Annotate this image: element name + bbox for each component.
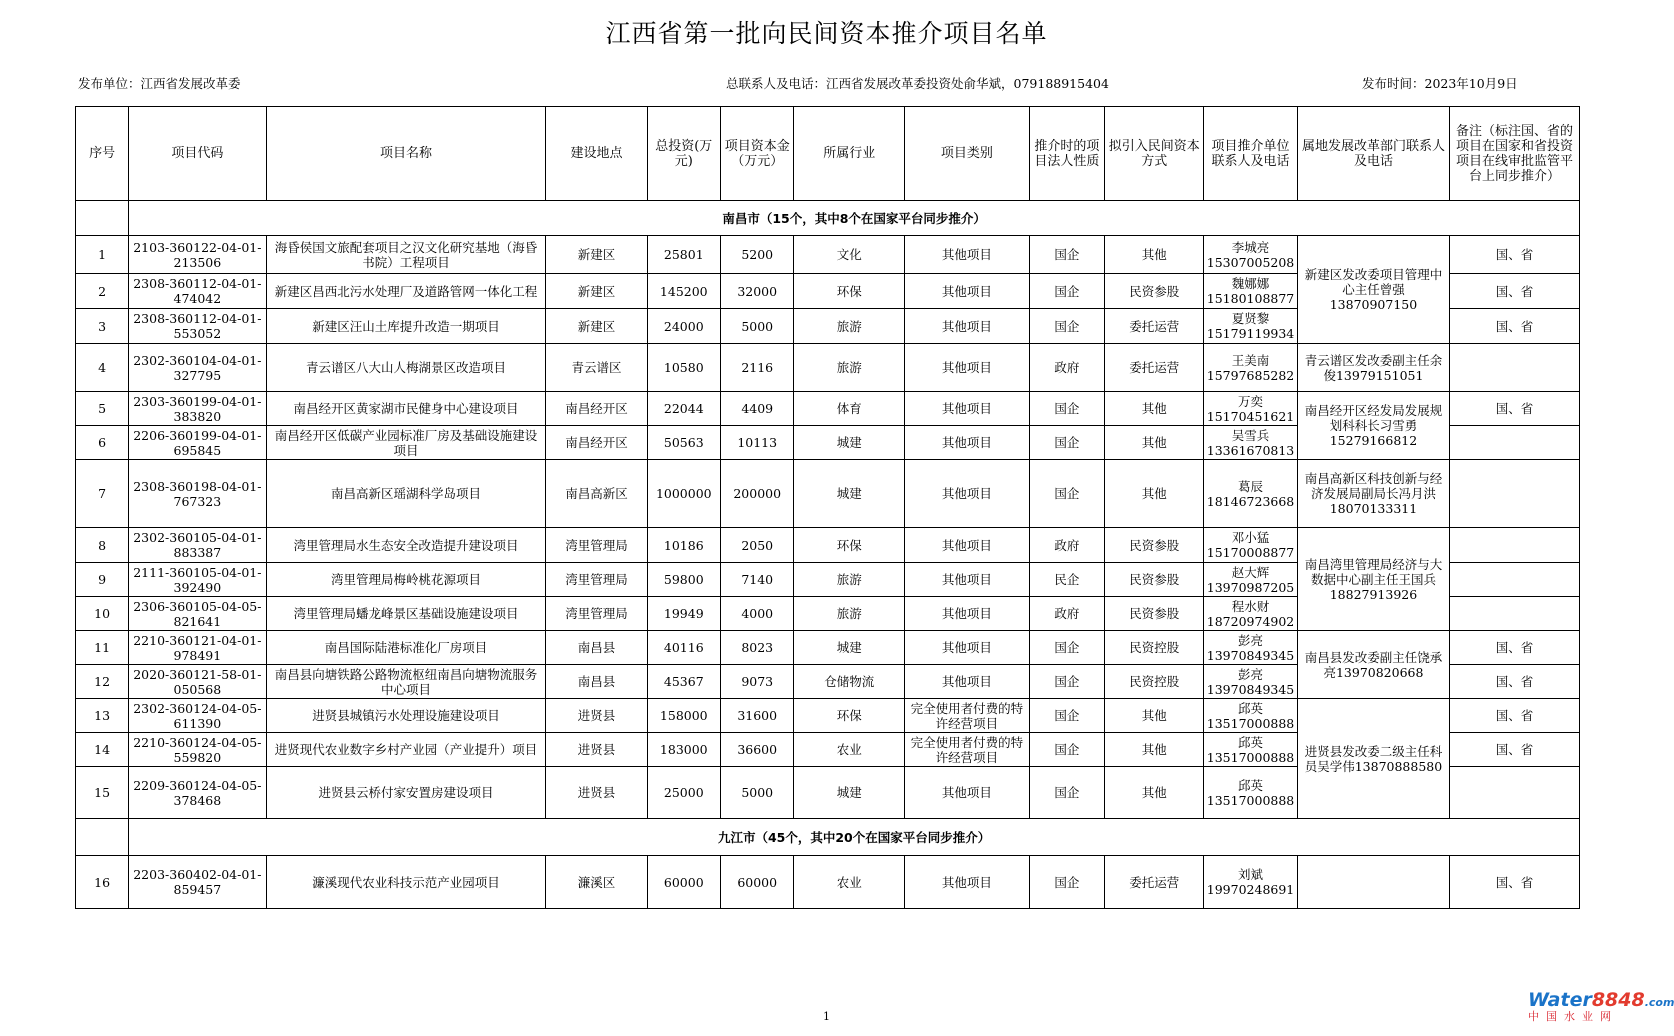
- cell-location: 进贤县: [546, 699, 647, 733]
- table-row: [76, 856, 1580, 909]
- contact-phone: 15170451621: [1206, 408, 1295, 424]
- cell-name: 青云谱区八大山人梅湖景区改造项目: [266, 344, 546, 392]
- header-capital: 项目资本金（万元）: [721, 107, 794, 201]
- cell-industry: 环保: [794, 699, 905, 733]
- cell-total: 24000: [647, 309, 720, 344]
- contact-name: 夏贤黎: [1231, 311, 1270, 326]
- cell-name: 南昌国际陆港标准化厂房项目: [266, 631, 546, 665]
- cell-nature: 国企: [1029, 733, 1105, 767]
- cell-total: 158000: [647, 699, 720, 733]
- contact-name: 万奕: [1238, 393, 1264, 409]
- cell-mode: 民资控股: [1105, 631, 1204, 665]
- cell-category: 其他项目: [905, 631, 1030, 665]
- cell-total: 50563: [647, 426, 720, 460]
- page-title: 江西省第一批向民间资本推介项目名单: [605, 19, 1048, 48]
- cell-name: 湾里管理局水生态安全改造提升建设项目: [266, 528, 546, 563]
- cell-location: 南昌高新区: [546, 460, 647, 528]
- cell-remark: 国、省: [1450, 856, 1580, 909]
- publish-date: 发布时间：2023年10月9日: [1362, 76, 1518, 91]
- cell-mode: 其他: [1105, 699, 1204, 733]
- cell-remark: 国、省: [1450, 665, 1580, 699]
- contact-name: 王美南: [1231, 352, 1270, 368]
- cell-dept-contact: 南昌高新区科技创新与经济发展局副局长冯月洪18070133311: [1297, 460, 1449, 528]
- cell-location: 新建区: [546, 309, 647, 344]
- cell-location: 湾里管理局: [546, 528, 647, 563]
- cell-mode: 其他: [1105, 733, 1204, 767]
- contact-phone: 13517000888: [1206, 792, 1295, 808]
- cell-seq: 11: [76, 631, 129, 665]
- cell-name: 濂溪现代农业科技示范产业园项目: [266, 856, 546, 909]
- cell-location: 濂溪区: [546, 856, 647, 909]
- cell-location: 新建区: [546, 236, 647, 274]
- watermark-brand-c: .com: [1644, 996, 1674, 1009]
- cell-name: 新建区昌西北污水处理厂及道路管网一体化工程: [266, 274, 546, 309]
- cell-category: 其他项目: [905, 344, 1030, 392]
- table-row: [76, 528, 1580, 563]
- cell-code: 2303-360199-04-01-383820: [129, 392, 266, 426]
- cell-capital: 4409: [721, 392, 794, 426]
- cell-name: 南昌经开区低碳产业园标准厂房及基础设施建设项目: [266, 426, 546, 460]
- cell-nature: 民企: [1029, 563, 1105, 597]
- contact-name: 彭亮: [1238, 666, 1264, 682]
- cell-industry: 城建: [794, 460, 905, 528]
- cell-code: 2308-360112-04-01-553052: [129, 309, 266, 344]
- cell-category: 其他项目: [905, 274, 1030, 309]
- contact-name: 程水财: [1231, 598, 1270, 614]
- cell-location: 湾里管理局: [546, 597, 647, 631]
- cell-name: 南昌经开区黄家湖市民健身中心建设项目: [266, 392, 546, 426]
- cell-total: 22044: [647, 392, 720, 426]
- cell-capital: 60000: [721, 856, 794, 909]
- cell-category: 其他项目: [905, 309, 1030, 344]
- cell-contact: [1204, 274, 1298, 309]
- cell-industry: 城建: [794, 631, 905, 665]
- cell-mode: 民资参股: [1105, 528, 1204, 563]
- table-row: [76, 460, 1580, 528]
- cell-industry: 旅游: [794, 597, 905, 631]
- header-name: 项目名称: [266, 107, 546, 201]
- cell-capital: 4000: [721, 597, 794, 631]
- cell-remark: 国、省: [1450, 236, 1580, 274]
- contact-name: 葛辰: [1238, 478, 1264, 494]
- cell-remark: [1450, 767, 1580, 819]
- cell-seq: 8: [76, 528, 129, 563]
- cell-industry: 环保: [794, 274, 905, 309]
- cell-dept-contact: 进贤县发改委二级主任科员吴学伟13870888580: [1297, 699, 1449, 819]
- cell-code: 2210-360121-04-01-978491: [129, 631, 266, 665]
- cell-name: 南昌高新区瑶湖科学岛项目: [266, 460, 546, 528]
- cell-dept-contact: 南昌县发改委副主任饶承亮13970820668: [1297, 631, 1449, 699]
- cell-industry: 农业: [794, 856, 905, 909]
- cell-remark: [1450, 460, 1580, 528]
- cell-remark: [1450, 426, 1580, 460]
- cell-nature: 国企: [1029, 856, 1105, 909]
- contact-phone: 13970849345: [1206, 681, 1295, 697]
- watermark-brand-b: 8848: [1591, 989, 1645, 1011]
- watermark-brand-a: Water: [1528, 989, 1592, 1011]
- cell-nature: 国企: [1029, 236, 1105, 274]
- cell-name: 新建区汪山土库提升改造一期项目: [266, 309, 546, 344]
- cell-capital: 200000: [721, 460, 794, 528]
- contact-phone: 19970248691: [1206, 882, 1295, 897]
- cell-dept-contact: [1297, 856, 1449, 909]
- cell-contact: [1204, 597, 1298, 631]
- cell-category: 完全使用者付费的特许经营项目: [905, 699, 1030, 733]
- cell-name: 湾里管理局蟠龙峰景区基础设施建设项目: [266, 597, 546, 631]
- cell-code: 2308-360112-04-01-474042: [129, 274, 266, 309]
- cell-capital: 2050: [721, 528, 794, 563]
- cell-mode: 民资控股: [1105, 665, 1204, 699]
- cell-total: 60000: [647, 856, 720, 909]
- cell-nature: 国企: [1029, 309, 1105, 344]
- cell-contact: [1204, 528, 1298, 563]
- watermark-sub: 中国水业网: [1528, 1010, 1618, 1023]
- cell-nature: 国企: [1029, 767, 1105, 819]
- cell-seq: 13: [76, 699, 129, 733]
- cell-nature: 国企: [1029, 665, 1105, 699]
- cell-category: 其他项目: [905, 460, 1030, 528]
- cell-contact: [1204, 236, 1298, 274]
- contact-name: 刘斌: [1238, 867, 1264, 882]
- contact-phone: 15797685282: [1206, 367, 1295, 383]
- cell-mode: 委托运营: [1105, 309, 1204, 344]
- cell-location: 进贤县: [546, 733, 647, 767]
- contact-name: 邱英: [1238, 700, 1264, 716]
- cell-total: 19949: [647, 597, 720, 631]
- table-row: [76, 631, 1580, 665]
- cell-mode: 其他: [1105, 426, 1204, 460]
- cell-seq: 10: [76, 597, 129, 631]
- cell-capital: 31600: [721, 699, 794, 733]
- cell-remark: 国、省: [1450, 392, 1580, 426]
- cell-code: 2209-360124-04-05-378468: [129, 767, 266, 819]
- watermark-logo: [1528, 989, 1674, 1024]
- contact-name: 邱英: [1238, 734, 1264, 750]
- cell-remark: 国、省: [1450, 274, 1580, 309]
- cell-total: 145200: [647, 274, 720, 309]
- header-remark: 备注（标注国、省的项目在国家和省投资项目在线审批监管平台上同步推介）: [1450, 107, 1580, 201]
- contact-phone: 13517000888: [1206, 715, 1295, 731]
- cell-remark: 国、省: [1450, 631, 1580, 665]
- publisher: 发布单位：江西省发展改革委: [78, 76, 241, 91]
- cell-mode: 委托运营: [1105, 856, 1204, 909]
- header-category: 项目类别: [905, 107, 1030, 201]
- cell-name: 进贤现代农业数字乡村产业园（产业提升）项目: [266, 733, 546, 767]
- cell-contact: [1204, 699, 1298, 733]
- contact-name: 赵大辉: [1231, 564, 1270, 580]
- cell-industry: 城建: [794, 426, 905, 460]
- cell-capital: 5200: [721, 236, 794, 274]
- cell-nature: 政府: [1029, 344, 1105, 392]
- cell-total: 183000: [647, 733, 720, 767]
- cell-category: 其他项目: [905, 528, 1030, 563]
- cell-mode: 其他: [1105, 392, 1204, 426]
- cell-name: 湾里管理局梅岭桃花源项目: [266, 563, 546, 597]
- section-title: 南昌市（15个，其中8个在国家平台同步推介）: [129, 201, 1580, 236]
- cell-location: 南昌县: [546, 665, 647, 699]
- contact-phone: 15170008877: [1206, 545, 1295, 560]
- cell-location: 南昌县: [546, 631, 647, 665]
- cell-industry: 城建: [794, 767, 905, 819]
- cell-nature: 国企: [1029, 426, 1105, 460]
- cell-remark: [1450, 563, 1580, 597]
- contact-phone: 15307005208: [1206, 254, 1295, 270]
- cell-capital: 7140: [721, 563, 794, 597]
- table-row: [76, 699, 1580, 733]
- cell-contact: [1204, 665, 1298, 699]
- cell-remark: [1450, 344, 1580, 392]
- cell-industry: 农业: [794, 733, 905, 767]
- cell-nature: 国企: [1029, 274, 1105, 309]
- contact-phone: 13970987205: [1206, 579, 1295, 595]
- cell-capital: 2116: [721, 344, 794, 392]
- cell-total: 25000: [647, 767, 720, 819]
- cell-seq: 3: [76, 309, 129, 344]
- cell-contact: [1204, 733, 1298, 767]
- cell-industry: 文化: [794, 236, 905, 274]
- cell-industry: 环保: [794, 528, 905, 563]
- cell-remark: 国、省: [1450, 309, 1580, 344]
- contact-phone: 15180108877: [1206, 291, 1295, 306]
- project-table: [75, 106, 1580, 909]
- cell-nature: 国企: [1029, 460, 1105, 528]
- cell-nature: 国企: [1029, 699, 1105, 733]
- cell-seq: 6: [76, 426, 129, 460]
- contact-name: 吴雪兵: [1231, 427, 1270, 443]
- header-unit-contact: 项目推介单位联系人及电话: [1204, 107, 1298, 201]
- section-spacer: [76, 201, 129, 236]
- header-nature: 推介时的项目法人性质: [1029, 107, 1105, 201]
- cell-seq: 12: [76, 665, 129, 699]
- header-seq: 序号: [76, 107, 129, 201]
- contact-name: 魏娜娜: [1231, 276, 1270, 291]
- page-number: 1: [823, 1010, 830, 1023]
- cell-mode: 民资参股: [1105, 597, 1204, 631]
- header-code: 项目代码: [129, 107, 266, 201]
- contact-name: 邱英: [1238, 777, 1264, 793]
- cell-code: 2111-360105-04-01-392490: [129, 563, 266, 597]
- cell-code: 2308-360198-04-01-767323: [129, 460, 266, 528]
- cell-code: 2206-360199-04-01-695845: [129, 426, 266, 460]
- contact-info: 总联系人及电话：江西省发展改革委投资处俞华斌，079188915404: [726, 76, 1109, 91]
- cell-capital: 8023: [721, 631, 794, 665]
- header-industry: 所属行业: [794, 107, 905, 201]
- cell-code: 2302-360105-04-01-883387: [129, 528, 266, 563]
- cell-category: 其他项目: [905, 767, 1030, 819]
- cell-contact: [1204, 460, 1298, 528]
- cell-category: 完全使用者付费的特许经营项目: [905, 733, 1030, 767]
- cell-seq: 1: [76, 236, 129, 274]
- cell-contact: [1204, 767, 1298, 819]
- header-mode: 拟引入民间资本方式: [1105, 107, 1204, 201]
- cell-dept-contact: 南昌湾里管理局经济与大数据中心副主任王国兵18827913926: [1297, 528, 1449, 631]
- cell-dept-contact: 新建区发改委项目管理中心主任曾强13870907150: [1297, 236, 1449, 344]
- cell-nature: 国企: [1029, 631, 1105, 665]
- contact-name: 邓小猛: [1231, 530, 1270, 545]
- cell-remark: [1450, 597, 1580, 631]
- cell-seq: 5: [76, 392, 129, 426]
- cell-location: 进贤县: [546, 767, 647, 819]
- contact-phone: 13970849345: [1206, 647, 1295, 663]
- cell-total: 25801: [647, 236, 720, 274]
- header-dept-contact: 属地发展改革部门联系人及电话: [1297, 107, 1449, 201]
- cell-name: 海昏侯国文旅配套项目之汉文化研究基地（海昏书院）工程项目: [266, 236, 546, 274]
- cell-name: 进贤县云桥付家安置房建设项目: [266, 767, 546, 819]
- cell-location: 新建区: [546, 274, 647, 309]
- contact-name: 彭亮: [1238, 632, 1264, 648]
- cell-industry: 旅游: [794, 309, 905, 344]
- cell-remark: [1450, 528, 1580, 563]
- cell-mode: 其他: [1105, 460, 1204, 528]
- cell-capital: 36600: [721, 733, 794, 767]
- cell-total: 45367: [647, 665, 720, 699]
- cell-code: 2210-360124-04-05-559820: [129, 733, 266, 767]
- header-row: [76, 107, 1580, 201]
- cell-code: 2203-360402-04-01-859457: [129, 856, 266, 909]
- contact-phone: 13361670813: [1206, 442, 1295, 458]
- cell-remark: 国、省: [1450, 733, 1580, 767]
- contact-phone: 15179119934: [1206, 326, 1295, 341]
- cell-mode: 民资参股: [1105, 274, 1204, 309]
- cell-capital: 32000: [721, 274, 794, 309]
- cell-nature: 国企: [1029, 392, 1105, 426]
- cell-industry: 旅游: [794, 344, 905, 392]
- cell-name: 进贤县城镇污水处理设施建设项目: [266, 699, 546, 733]
- cell-industry: 体育: [794, 392, 905, 426]
- table-row: [76, 392, 1580, 426]
- cell-dept-contact: 青云谱区发改委副主任余俊13979151051: [1297, 344, 1449, 392]
- cell-location: 青云谱区: [546, 344, 647, 392]
- cell-capital: 5000: [721, 767, 794, 819]
- cell-seq: 2: [76, 274, 129, 309]
- cell-nature: 政府: [1029, 597, 1105, 631]
- contact-phone: 18720974902: [1206, 613, 1295, 629]
- contact-phone: 18146723668: [1206, 493, 1295, 509]
- cell-industry: 旅游: [794, 563, 905, 597]
- cell-contact: [1204, 856, 1298, 909]
- cell-code: 2302-360124-04-05-611390: [129, 699, 266, 733]
- cell-code: 2020-360121-58-01-050568: [129, 665, 266, 699]
- cell-seq: 4: [76, 344, 129, 392]
- cell-total: 10186: [647, 528, 720, 563]
- cell-category: 其他项目: [905, 426, 1030, 460]
- cell-seq: 15: [76, 767, 129, 819]
- cell-mode: 其他: [1105, 236, 1204, 274]
- cell-category: 其他项目: [905, 856, 1030, 909]
- cell-total: 59800: [647, 563, 720, 597]
- cell-seq: 7: [76, 460, 129, 528]
- cell-code: 2302-360104-04-01-327795: [129, 344, 266, 392]
- table-row: [76, 236, 1580, 274]
- cell-seq: 9: [76, 563, 129, 597]
- cell-contact: [1204, 344, 1298, 392]
- cell-mode: 委托运营: [1105, 344, 1204, 392]
- cell-seq: 16: [76, 856, 129, 909]
- cell-category: 其他项目: [905, 563, 1030, 597]
- header-total: 总投资(万元): [647, 107, 720, 201]
- section-spacer: [76, 819, 129, 856]
- cell-seq: 14: [76, 733, 129, 767]
- cell-code: 2103-360122-04-01-213506: [129, 236, 266, 274]
- section-title: 九江市（45个，其中20个在国家平台同步推介）: [129, 819, 1580, 856]
- cell-dept-contact: 南昌经开区经发局发展规划科科长习雪勇15279166812: [1297, 392, 1449, 460]
- cell-category: 其他项目: [905, 392, 1030, 426]
- cell-industry: 仓储物流: [794, 665, 905, 699]
- cell-remark: 国、省: [1450, 699, 1580, 733]
- cell-capital: 10113: [721, 426, 794, 460]
- cell-contact: [1204, 426, 1298, 460]
- contact-phone: 13517000888: [1206, 749, 1295, 765]
- cell-contact: [1204, 392, 1298, 426]
- cell-total: 40116: [647, 631, 720, 665]
- cell-name: 南昌县向塘铁路公路物流枢纽南昌向塘物流服务中心项目: [266, 665, 546, 699]
- cell-location: 湾里管理局: [546, 563, 647, 597]
- cell-total: 1000000: [647, 460, 720, 528]
- cell-nature: 政府: [1029, 528, 1105, 563]
- cell-mode: 民资参股: [1105, 563, 1204, 597]
- cell-category: 其他项目: [905, 236, 1030, 274]
- cell-category: 其他项目: [905, 597, 1030, 631]
- section-row: [76, 201, 1580, 236]
- cell-capital: 9073: [721, 665, 794, 699]
- cell-category: 其他项目: [905, 665, 1030, 699]
- cell-location: 南昌经开区: [546, 392, 647, 426]
- table-row: [76, 344, 1580, 392]
- cell-location: 南昌经开区: [546, 426, 647, 460]
- cell-contact: [1204, 631, 1298, 665]
- cell-total: 10580: [647, 344, 720, 392]
- header-location: 建设地点: [546, 107, 647, 201]
- cell-contact: [1204, 563, 1298, 597]
- contact-name: 李城亮: [1231, 239, 1270, 255]
- section-row: [76, 819, 1580, 856]
- cell-code: 2306-360105-04-05-821641: [129, 597, 266, 631]
- cell-contact: [1204, 309, 1298, 344]
- cell-mode: 其他: [1105, 767, 1204, 819]
- cell-capital: 5000: [721, 309, 794, 344]
